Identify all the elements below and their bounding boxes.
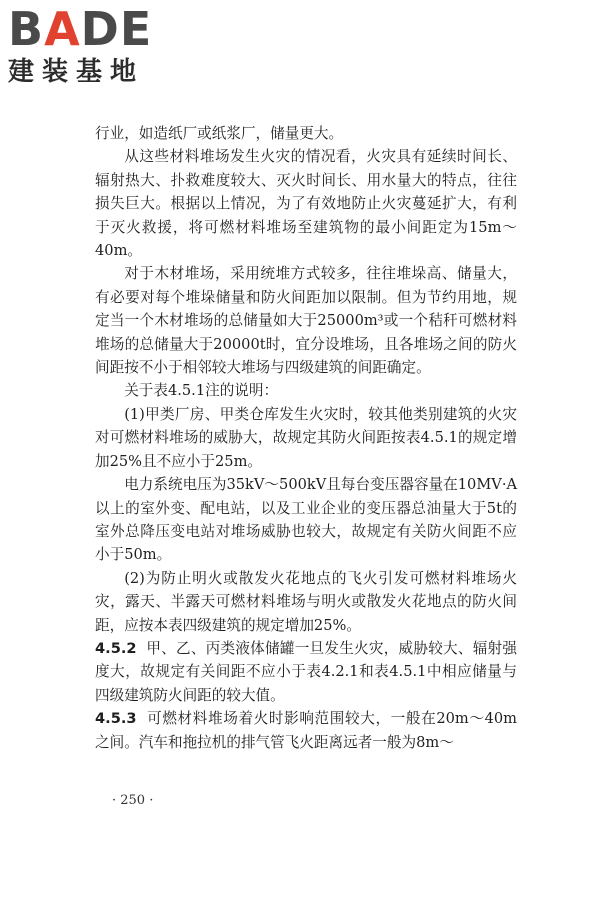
- clause-text: 可燃材料堆场着火时影响范围较大，一般在20m～40m之间。汽车和拖拉机的排气管飞火距离远者一般为8m～: [95, 710, 517, 751]
- logo-letters-de: DE: [80, 2, 153, 56]
- paragraph-note-2: (2)为防止明火或散发火花地点的飞火引发可燃材料堆场火灾，露天、半露天可燃材料堆场与明火或散发火花地点的防火间距，应按本表四级建筑的规定增加25%。: [95, 569, 517, 634]
- page-number: · 250 ·: [112, 793, 154, 808]
- logo-subtitle: 建装基地: [8, 57, 145, 87]
- logo-letter-b: B: [8, 2, 45, 56]
- clause-text: 甲、乙、丙类液体储罐一旦发生火灾，威胁较大、辐射强度大，故规定有关间距不应小于表4.2.1和表4.5.1中相应储量与四级建筑防火间距的较大值。: [95, 639, 517, 704]
- paragraph-note-1: (1)甲类厂房、甲类仓库发生火灾时，较其他类别建筑的火灾对可燃材料堆场的威胁大，故规定其防火间距按表4.5.1的规定增加25%且不应小于25m。: [95, 405, 517, 470]
- paragraph-fire-characteristics: 从这些材料堆场发生火灾的情况看，火灾具有延续时间长、辐射热大、扑救难度较大、灭火时间长、用水量大的特点，往往损失巨大。根据以上情况，为了有效地防止火灾蔓延扩大，有利于灭火救援，将可燃材料堆场至建筑物的最小间距定为15m～40m。: [95, 148, 517, 260]
- logo-wordmark: [8, 4, 178, 54]
- clause-4-5-3: [95, 707, 517, 754]
- paragraph-continuation: 行业，如造纸厂或纸浆厂，储量更大。: [95, 125, 344, 142]
- document-body: [95, 122, 517, 754]
- clause-4-5-2: [95, 637, 517, 707]
- paragraph-power-substation: 电力系统电压为35kV～500kV且每台变压器容量在10MV·A以上的室外变、配电站，以及工业企业的变压器总油量大于5t的室外总降压变电站对堆场威胁也较大，故规定有关防火间距不应小于50m。: [95, 476, 517, 564]
- clause-number: 4.5.3: [95, 710, 137, 728]
- paragraph-timber-yard: 对于木材堆场，采用统堆方式较多，往往堆垛高、储量大，有必要对每个堆垛储量和防火间距加以限制。但为节约用地，规定当一个木材堆场的总储量如大于25000m³或一个秸秆可燃材料堆场的总储量大于20000t时，宜分设堆场，且各堆场之间的防火间距按不小于相邻较大堆场与四级建筑的间距确定。: [95, 265, 517, 377]
- logo-letter-a: A: [44, 2, 81, 56]
- bade-logo: [8, 4, 178, 88]
- paragraph-table-note-intro: 关于表4.5.1注的说明：: [124, 382, 279, 400]
- clause-number: 4.5.2: [95, 639, 137, 657]
